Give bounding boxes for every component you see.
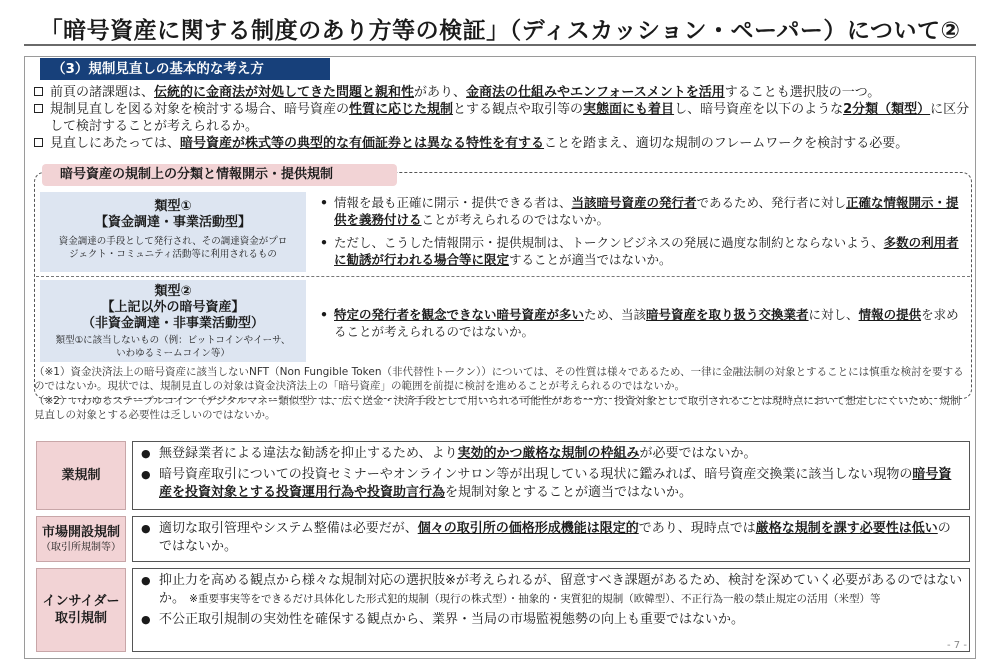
body-text: を求めることが考えられるのではないか。 <box>334 307 959 339</box>
rich-text <box>159 446 757 461</box>
footnotes <box>34 365 970 423</box>
body-text: とする観点や取引等の <box>453 102 584 117</box>
body-text: ことが考えられるのではないか。 <box>421 212 610 227</box>
category-insider-body <box>132 568 970 652</box>
body-text: であり、現時点では <box>638 521 756 536</box>
body-text: することが適当ではないか。 <box>509 252 672 267</box>
emphasis-text: 当該暗号資産の発行者 <box>571 195 697 210</box>
category-business-regulation <box>36 441 126 510</box>
category-sub: （取引所規制等） <box>41 542 121 553</box>
type2-desc: 類型①に該当しないもの（例：ビットコインやイーサ、いわゆるミームコイン等） <box>55 335 291 359</box>
title-rule <box>24 44 976 46</box>
category-business-body <box>132 441 970 510</box>
emphasis-text: 厳格な規制を課す必要性は低い <box>755 521 938 536</box>
body-text: があり、 <box>414 85 467 100</box>
type1-desc: 資金調達の手段として発行され、その調達資金がプロジェクト・コミュニティ活動等に利用されるもの <box>58 236 288 260</box>
emphasis-text: 伝統的に金商法が対処してきた問題と親和性 <box>154 85 415 100</box>
footnote-1: （※1）資金決済法上の暗号資産に該当しないNFT（Non Fungible Token（非代替性トークン））については、その性質は様々であるため、一律に金融法制の対象とすることには慎重な検討を要するのではないか。現状では、規制見直しの対象は資金決済法上の「暗号資産」の範囲を前提に検討を進めることが考えられるのではないか。 <box>34 366 964 392</box>
business-point-1 <box>141 445 963 463</box>
body-text: ため、当該 <box>584 307 647 322</box>
insider-point-1 <box>141 572 963 608</box>
body-text: に区分して検討することが考えられるか。 <box>50 102 970 134</box>
section-header: （3）規制見直しの基本的な考え方 <box>40 58 330 80</box>
principle-bullet-1 <box>34 84 970 101</box>
body-text: 前頁の諸課題は、 <box>50 85 155 100</box>
checkbox-square-icon <box>34 104 43 113</box>
type2-points <box>318 306 966 346</box>
body-text: 暗号資産取引についての投資セミナーやオンラインサロン等が出現している現状に鑑みれば、暗号資産交換業に該当しない現物の <box>159 467 913 482</box>
checkbox-square-icon <box>34 87 43 96</box>
body-text: ことを踏まえ、適切な規制のフレームワークを検討する必要。 <box>544 136 909 151</box>
body-text: 規制見直しを図る対象を検討する場合、暗号資産の <box>50 102 350 117</box>
category-name: 業規制 <box>61 468 101 483</box>
body-text: ただし、こうした情報開示・提供規制は、トークンビジネスの発展に過度な制約とならないよう、 <box>334 235 884 250</box>
emphasis-text: 実効的かつ厳格な規制の枠組み <box>457 446 640 461</box>
emphasis-text: 暗号資産が株式等の典型的な有価証券とは異なる特性を有する <box>180 136 545 151</box>
body-text: 抑止力を高める観点から様々な規制対応の選択肢※が考えられるが、留意すべき課題があるため、検討を深めていく必要があるのではないか。 <box>159 573 963 606</box>
principle-bullets <box>34 84 970 152</box>
category-name-line2: 取引規制 <box>54 611 107 626</box>
type2-subtitle: 【上記以外の暗号資産】 <box>101 300 245 315</box>
principle-bullet-3 <box>34 135 970 152</box>
emphasis-text: 個々の取引所の価格形成機能は限定的 <box>417 521 639 536</box>
emphasis-text: 暗号資産を取り扱う交換業者 <box>646 307 809 322</box>
body-text: であるため、発行者に対し <box>696 195 847 210</box>
emphasis-text: 多数の利用者に勧誘が行われる場合等に限定 <box>334 235 959 267</box>
emphasis-text: 暗号資産を投資対象とする投資運用行為や投資助言行為 <box>159 467 952 500</box>
body-text: が必要ではないか。 <box>639 446 757 461</box>
emphasis-text: 2分類（類型） <box>843 102 931 117</box>
type1-subtitle: 【資金調達・事業活動型】 <box>94 215 251 230</box>
business-point-2 <box>141 466 963 502</box>
classification-header: 暗号資産の規制上の分類と情報開示・提供規制 <box>42 164 397 186</box>
emphasis-text: 性質に応じた規制 <box>349 102 454 117</box>
market-point-1 <box>141 520 963 556</box>
body-text: 無登録業者による違法な勧誘を抑止するため、より <box>159 446 458 461</box>
rich-text <box>334 307 959 339</box>
page-title: 「暗号資産に関する制度のあり方等の検証」（ディスカッション・ペーパー）について② <box>39 18 961 44</box>
emphasis-text: 情報の提供 <box>858 307 922 322</box>
category-insider-regulation <box>36 568 126 652</box>
body-text: を規制対象とすることが適当ではないか。 <box>445 485 693 500</box>
rich-text <box>334 235 959 267</box>
body-text: し、暗号資産を以下のような <box>674 102 844 117</box>
type2-point-1 <box>318 306 966 340</box>
category-market-regulation <box>36 516 126 562</box>
category-name-line1: インサイダー <box>42 594 120 609</box>
emphasis-text: 正確な情報開示・提供を義務付ける <box>334 195 959 227</box>
principle-bullet-2 <box>34 101 970 135</box>
type1-box <box>40 192 306 272</box>
body-text: 情報を最も正確に開示・提供できる者は、 <box>334 195 572 210</box>
page-number: - 7 - <box>947 640 967 651</box>
body-text: 不公正取引規制の実効性を確保する観点から、業界・当局の市場監視態勢の向上も重要ではないか。 <box>159 612 745 627</box>
emphasis-text: 金商法の仕組みやエンフォースメントを活用 <box>466 85 725 100</box>
emphasis-text: 実態面にも着目 <box>583 102 675 117</box>
type1-point-1 <box>318 194 966 228</box>
type1-points <box>318 194 966 274</box>
type-divider <box>36 276 970 277</box>
type2-name: 類型② <box>154 284 192 299</box>
type1-point-2 <box>318 234 966 268</box>
type1-name: 類型① <box>154 199 192 214</box>
category-market-body <box>132 516 970 562</box>
checkbox-square-icon <box>34 138 43 147</box>
rich-text <box>159 612 744 627</box>
category-name: 市場開設規制 <box>41 525 120 540</box>
rich-text <box>50 136 908 151</box>
rich-text <box>159 521 951 554</box>
rich-text <box>159 467 951 500</box>
type2-box <box>40 280 306 362</box>
insider-note: ※重要事実等をできるだけ具体化した形式犯的規制（現行の株式型）・抽象的・実質犯的規制（欧韓型）、不正行為一般の禁止規定の活用（米型）等 <box>189 593 881 605</box>
footnote-2: （※2）いわゆるステーブルコイン（デジタルマネー類似型）は、広く送金・決済手段として用いられる可能性がある一方、投資対象として取引されることは現時点において想定しにくいため、規制見直しの対象とする必要性は乏しいのではないか。 <box>34 395 961 421</box>
rich-text <box>334 195 959 227</box>
body-text: することも選択肢の一つ。 <box>724 85 881 100</box>
body-text: のではないか。 <box>159 521 951 554</box>
body-text: に対し、 <box>808 307 859 322</box>
type2-subtitle2: （非資金調達・非事業活動型） <box>81 316 264 331</box>
body-text: 適切な取引管理やシステム整備は必要だが、 <box>159 521 418 536</box>
body-text: 見直しにあたっては、 <box>50 136 181 151</box>
emphasis-text: 特定の発行者を観念できない暗号資産が多い <box>334 307 585 322</box>
insider-point-2 <box>141 611 963 629</box>
rich-text <box>50 85 880 100</box>
rich-text <box>50 102 969 134</box>
